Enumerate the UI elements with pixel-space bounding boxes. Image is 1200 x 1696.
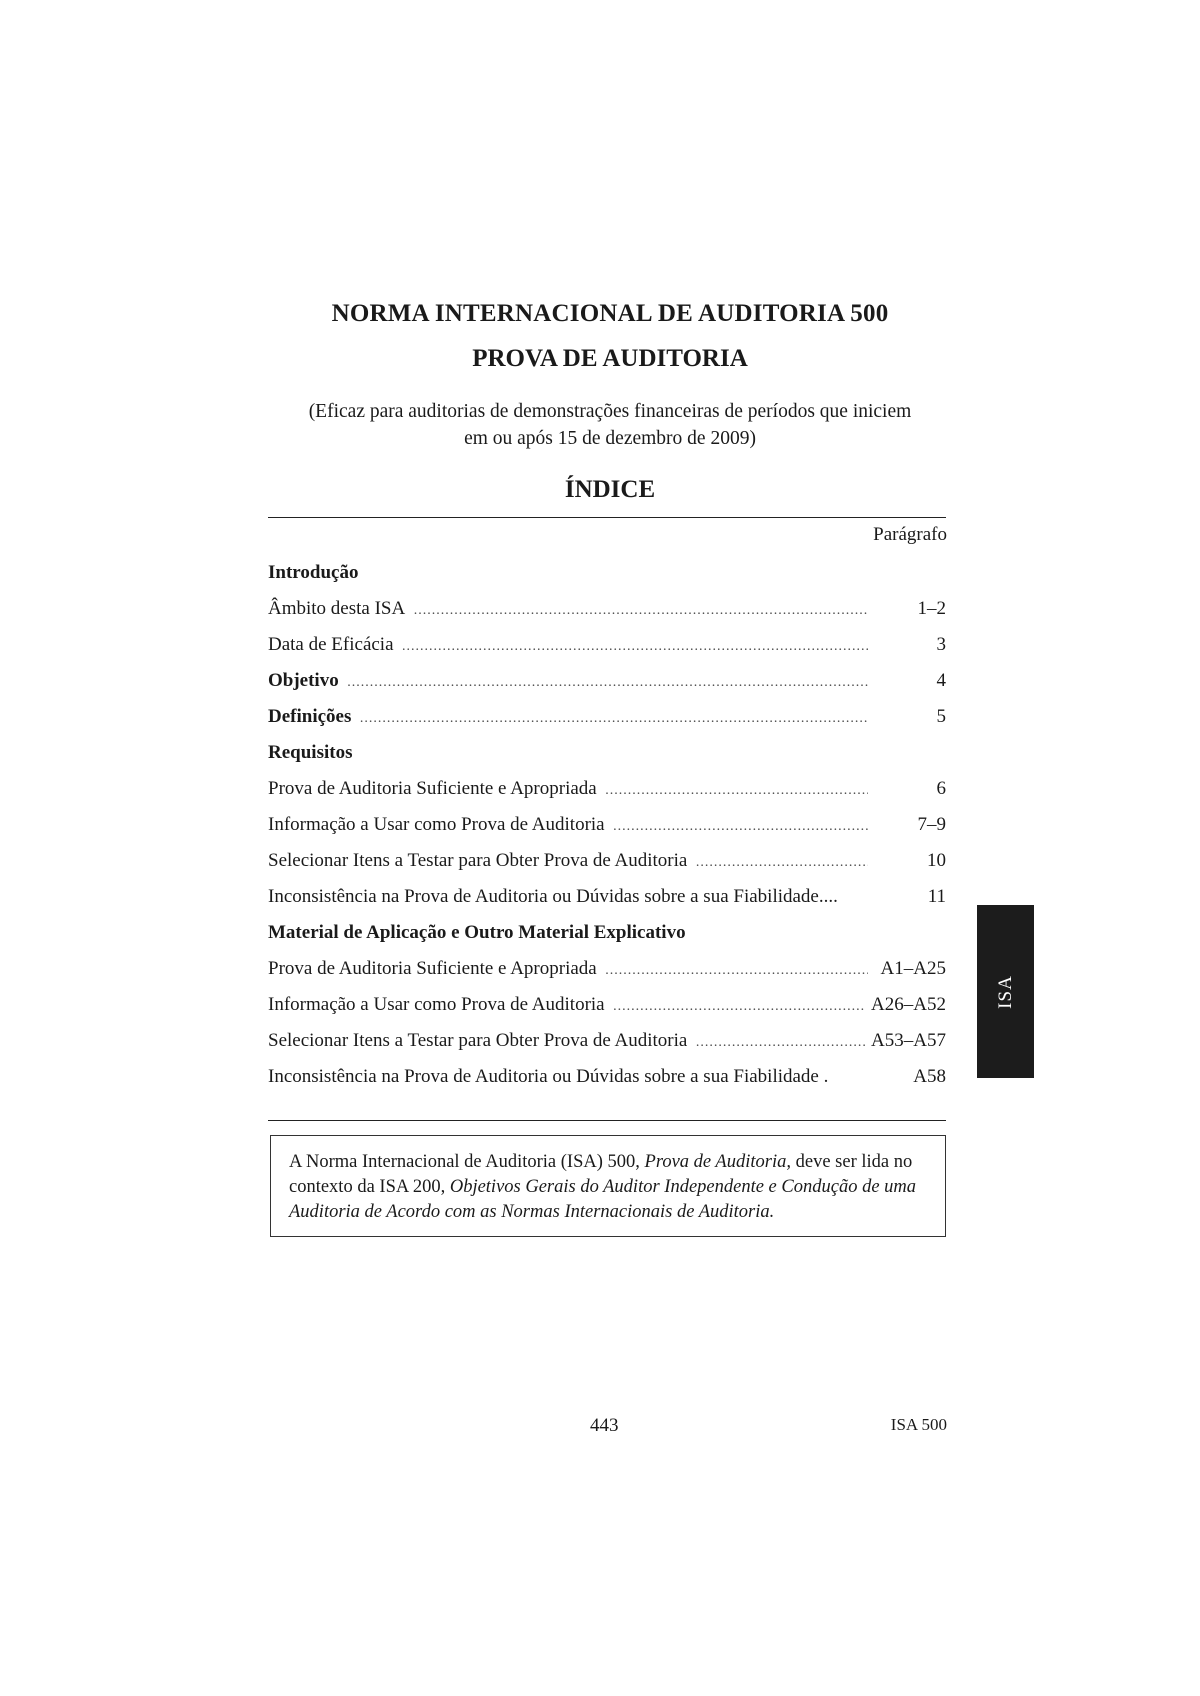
- note-text-2: deve ser lida no contexto da ISA 200,: [289, 1152, 913, 1197]
- standard-subtitle: PROVA DE AUDITORIA: [472, 345, 748, 372]
- toc-label-text: Prova de Auditoria Suficiente e Apropriada: [268, 778, 601, 799]
- toc-label-text: Definições: [268, 706, 355, 727]
- toc-paragraph-ref: A53–A57: [865, 1026, 946, 1056]
- effective-date-note: [290, 398, 930, 452]
- toc-label: [268, 630, 868, 662]
- toc-label: [268, 594, 868, 626]
- toc-section-heading: [268, 738, 946, 768]
- toc-label: [268, 1026, 868, 1058]
- toc-label-text: Data de Eficácia: [268, 634, 398, 655]
- toc-section-heading: [268, 558, 946, 588]
- toc-label: [268, 1062, 868, 1092]
- toc-paragraph-ref: 3: [931, 630, 947, 660]
- toc-section-heading: [268, 918, 946, 948]
- toc-entry: [268, 1062, 946, 1092]
- toc-label: [268, 882, 868, 912]
- context-note-box: [270, 1135, 946, 1237]
- footer-code: ISA 500: [890, 1415, 947, 1434]
- toc-label: [268, 666, 868, 698]
- toc-label-text: Material de Aplicação e Outro Material Explicativo: [268, 922, 690, 943]
- note-italic-2: Objetivos Gerais do Auditor Independente e Condução de uma Auditoria de Acordo com as Normas Internacionais de Auditoria.: [289, 1177, 917, 1222]
- toc-label-text: Âmbito desta ISA: [268, 598, 409, 619]
- toc-label: [268, 702, 868, 734]
- page-number: 443: [590, 1415, 619, 1436]
- isa-side-tab: [977, 905, 1034, 1078]
- toc-entry: [268, 1026, 946, 1056]
- toc-label: [268, 846, 868, 878]
- toc-label: [268, 990, 868, 1022]
- toc-paragraph-ref: A58: [907, 1062, 946, 1092]
- toc-entry: [268, 702, 946, 732]
- toc-label-text: Requisitos: [268, 742, 356, 763]
- toc-label-text: Prova de Auditoria Suficiente e Apropriada: [268, 958, 601, 979]
- toc-label: [268, 774, 868, 806]
- note-italic-1: Prova de Auditoria,: [644, 1152, 791, 1172]
- toc-paragraph-ref: A1–A25: [875, 954, 946, 984]
- toc-entry: [268, 594, 946, 624]
- toc-paragraph-ref: 10: [921, 846, 946, 876]
- toc-label: [268, 810, 868, 842]
- toc-paragraph-ref: 4: [931, 666, 947, 696]
- toc-paragraph-ref: 6: [931, 774, 947, 804]
- paragraph-column-header: Parágrafo: [873, 524, 947, 545]
- index-bottom-rule: [268, 1120, 946, 1121]
- effective-line-1: (Eficaz para auditorias de demonstrações financeiras de períodos que iniciem: [308, 401, 912, 422]
- toc-label: [268, 954, 868, 986]
- toc-paragraph-ref: 7–9: [912, 810, 947, 840]
- index-title: ÍNDICE: [564, 476, 656, 503]
- toc-label-text: Selecionar Itens a Testar para Obter Prova de Auditoria: [268, 1030, 691, 1051]
- toc-entry: [268, 990, 946, 1020]
- toc-entry: [268, 882, 946, 912]
- toc-label-text: Informação a Usar como Prova de Auditoria: [268, 994, 609, 1015]
- toc-label-text: Informação a Usar como Prova de Auditoria: [268, 814, 609, 835]
- toc-entry: [268, 630, 946, 660]
- toc-label-text: Selecionar Itens a Testar para Obter Prova de Auditoria: [268, 850, 691, 871]
- toc-label-text: Objetivo: [268, 670, 343, 691]
- toc-entry: [268, 954, 946, 984]
- toc-paragraph-ref: A26–A52: [865, 990, 946, 1020]
- index-top-rule: [268, 517, 946, 518]
- toc-entry: [268, 774, 946, 804]
- toc-label: [268, 558, 868, 588]
- toc-entry: [268, 810, 946, 840]
- note-text-1: A Norma Internacional de Auditoria (ISA) 500,: [289, 1152, 645, 1172]
- toc-label-text: Introdução: [268, 562, 362, 583]
- standard-title: NORMA INTERNACIONAL DE AUDITORIA 500: [331, 300, 889, 327]
- effective-line-2: em ou após 15 de dezembro de 2009): [464, 428, 756, 449]
- toc-label-text: Inconsistência na Prova de Auditoria ou Dúvidas sobre a sua Fiabilidade .: [268, 1066, 832, 1087]
- side-tab-label: ISA: [994, 974, 1016, 1009]
- toc-paragraph-ref: 5: [931, 702, 947, 732]
- toc-label-text: Inconsistência na Prova de Auditoria ou Dúvidas sobre a sua Fiabilidade....: [268, 886, 842, 907]
- toc-entry: [268, 666, 946, 696]
- toc-paragraph-ref: 11: [922, 882, 946, 912]
- toc-paragraph-ref: 1–2: [912, 594, 947, 624]
- toc-label: [268, 918, 868, 948]
- toc-entry: [268, 846, 946, 876]
- toc-label: [268, 738, 868, 768]
